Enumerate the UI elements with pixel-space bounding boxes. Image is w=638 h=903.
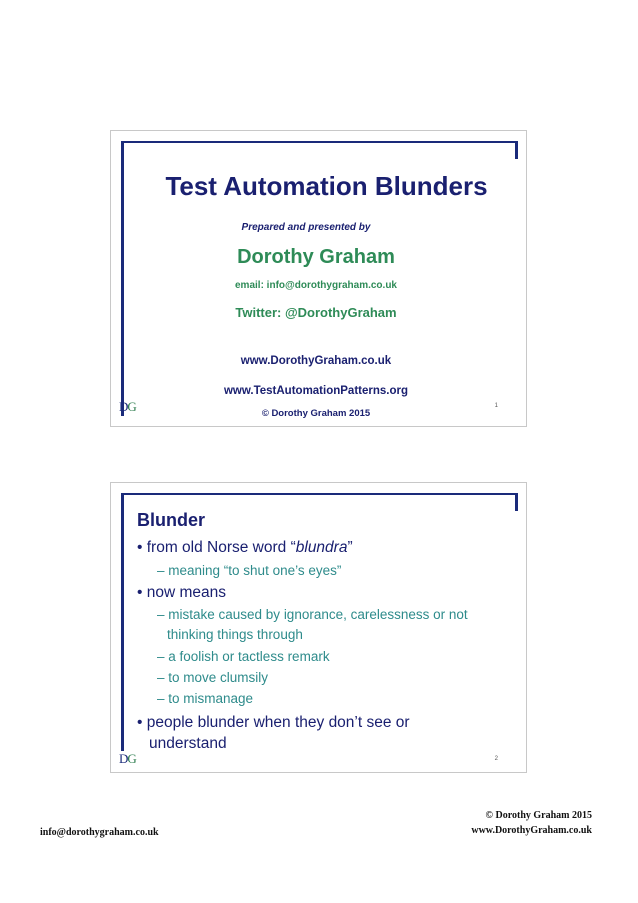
prepared-by: Prepared and presented by	[241, 222, 371, 233]
patterns-website-link[interactable]: www.TestAutomationPatterns.org	[223, 385, 408, 397]
slide-left-rule	[121, 493, 124, 751]
bullet-item: • now means	[137, 584, 226, 601]
sub-bullet-item: – meaning “to shut one’s eyes”	[157, 563, 342, 578]
slide-right-rule	[515, 493, 518, 511]
slide-title: Blunder	[137, 510, 206, 530]
slide-top-rule	[121, 141, 518, 143]
sub-bullet-item: – to move clumsily	[157, 670, 269, 685]
bullet-item: • from old Norse word “blundra”	[137, 539, 353, 556]
slide-right-rule	[515, 141, 518, 159]
sub-bullet-item: – a foolish or tactless remark	[157, 649, 330, 664]
footer-email[interactable]: info@dorothygraham.co.uk	[40, 827, 159, 838]
slide-title: Test Automation Blunders	[165, 171, 488, 201]
copyright: © Dorothy Graham 2015	[261, 408, 371, 419]
dg-logo: DG	[119, 399, 136, 414]
website-link[interactable]: www.DorothyGraham.co.uk	[240, 355, 392, 367]
page-number: 1	[494, 403, 498, 409]
slide-top-rule	[121, 493, 518, 495]
page-number: 2	[494, 756, 498, 762]
sub-bullet-item: – mistake caused by ignorance, carelessness or not	[157, 607, 468, 622]
author-email: email: info@dorothygraham.co.uk	[235, 280, 397, 291]
slide-2	[110, 482, 527, 773]
author-twitter: Twitter: @DorothyGraham	[235, 305, 397, 320]
sub-bullet-continuation: thinking things through	[167, 627, 303, 642]
sub-bullet-item: – to mismanage	[157, 691, 254, 706]
bullet-continuation: understand	[149, 735, 227, 752]
footer-website[interactable]: www.DorothyGraham.co.uk	[471, 825, 592, 836]
footer-copyright: © Dorothy Graham 2015	[485, 810, 592, 821]
author-name: Dorothy Graham	[237, 246, 395, 268]
dg-logo: DG	[119, 751, 136, 766]
bullet-item: • people blunder when they don’t see or	[137, 714, 410, 731]
slide-1	[110, 130, 527, 427]
